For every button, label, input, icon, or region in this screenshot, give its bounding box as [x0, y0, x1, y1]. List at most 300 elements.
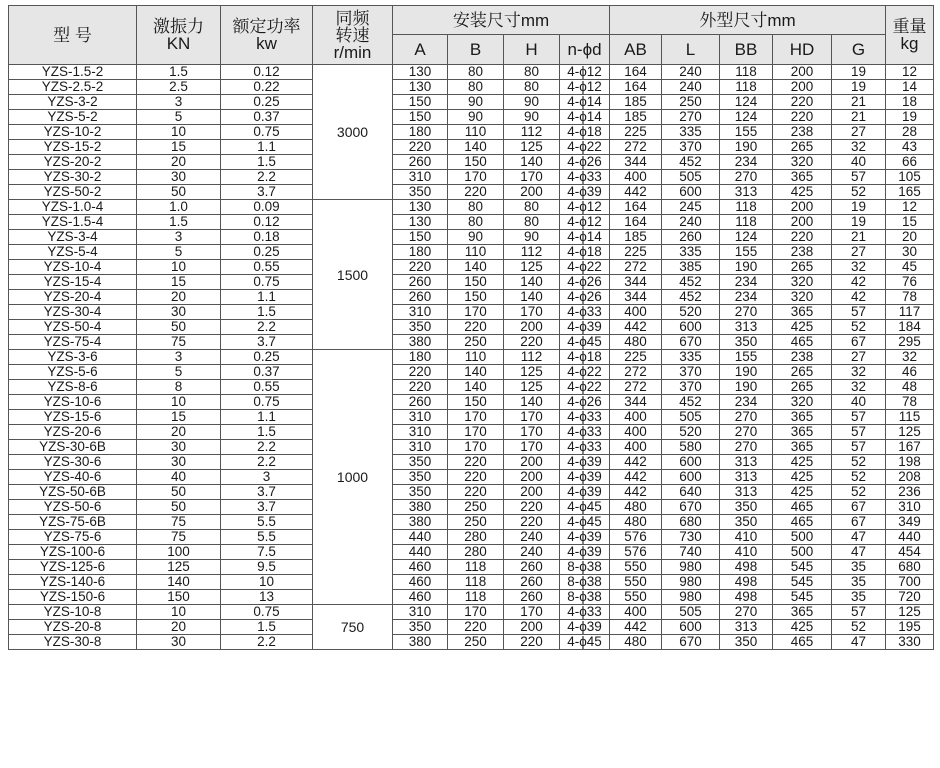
table-row	[9, 125, 934, 140]
cell-hd: 365	[773, 170, 832, 185]
cell-ab: 442	[610, 185, 662, 200]
cell-a: 380	[393, 500, 448, 515]
cell-power: 0.55	[221, 260, 313, 275]
cell-ab: 442	[610, 620, 662, 635]
cell-model: YZS-150-6	[9, 590, 137, 605]
cell-bb: 313	[720, 185, 773, 200]
cell-nd: 4-ϕ14	[560, 95, 610, 110]
cell-g: 67	[832, 335, 886, 350]
cell-h: 240	[504, 545, 560, 560]
header-force-unit: KN	[166, 34, 191, 53]
cell-a: 150	[393, 230, 448, 245]
cell-bb: 313	[720, 455, 773, 470]
cell-bb: 350	[720, 515, 773, 530]
table-row	[9, 545, 934, 560]
cell-hd: 220	[773, 95, 832, 110]
cell-ab: 400	[610, 440, 662, 455]
cell-hd: 265	[773, 260, 832, 275]
cell-g: 57	[832, 440, 886, 455]
cell-power: 1.1	[221, 410, 313, 425]
cell-hd: 238	[773, 125, 832, 140]
cell-a: 220	[393, 260, 448, 275]
cell-l: 980	[662, 590, 720, 605]
cell-nd: 4-ϕ22	[560, 380, 610, 395]
cell-g: 35	[832, 575, 886, 590]
cell-bb: 234	[720, 395, 773, 410]
cell-h: 260	[504, 560, 560, 575]
cell-model: YZS-5-2	[9, 110, 137, 125]
cell-weight: 105	[886, 170, 934, 185]
cell-model: YZS-100-6	[9, 545, 137, 560]
table-row	[9, 605, 934, 620]
cell-nd: 4-ϕ45	[560, 515, 610, 530]
cell-model: YZS-75-6B	[9, 515, 137, 530]
cell-power: 0.12	[221, 215, 313, 230]
cell-h: 170	[504, 425, 560, 440]
cell-nd: 4-ϕ14	[560, 230, 610, 245]
cell-power: 2.2	[221, 440, 313, 455]
cell-power: 1.5	[221, 305, 313, 320]
cell-b: 170	[448, 425, 504, 440]
cell-b: 250	[448, 635, 504, 650]
cell-weight: 440	[886, 530, 934, 545]
cell-model: YZS-125-6	[9, 560, 137, 575]
cell-model: YZS-1.5-4	[9, 215, 137, 230]
cell-g: 67	[832, 515, 886, 530]
cell-a: 150	[393, 95, 448, 110]
table-row	[9, 230, 934, 245]
cell-h: 220	[504, 335, 560, 350]
cell-weight: 14	[886, 80, 934, 95]
cell-force: 150	[137, 590, 221, 605]
cell-b: 150	[448, 155, 504, 170]
cell-h: 260	[504, 575, 560, 590]
cell-a: 440	[393, 530, 448, 545]
cell-g: 40	[832, 395, 886, 410]
header-power	[221, 6, 313, 65]
cell-a: 380	[393, 515, 448, 530]
cell-h: 220	[504, 635, 560, 650]
cell-weight: 195	[886, 620, 934, 635]
cell-power: 3.7	[221, 185, 313, 200]
cell-model: YZS-20-6	[9, 425, 137, 440]
cell-power: 0.75	[221, 395, 313, 410]
cell-a: 350	[393, 620, 448, 635]
cell-power: 3.7	[221, 500, 313, 515]
cell-force: 50	[137, 485, 221, 500]
cell-nd: 4-ϕ39	[560, 320, 610, 335]
cell-ab: 344	[610, 290, 662, 305]
cell-l: 670	[662, 335, 720, 350]
cell-nd: 4-ϕ12	[560, 200, 610, 215]
cell-bb: 313	[720, 320, 773, 335]
cell-l: 520	[662, 305, 720, 320]
cell-hd: 425	[773, 320, 832, 335]
cell-b: 140	[448, 365, 504, 380]
cell-nd: 4-ϕ33	[560, 605, 610, 620]
cell-force: 100	[137, 545, 221, 560]
cell-force: 30	[137, 170, 221, 185]
cell-a: 350	[393, 485, 448, 500]
cell-ab: 164	[610, 65, 662, 80]
cell-l: 600	[662, 185, 720, 200]
cell-weight: 208	[886, 470, 934, 485]
cell-ab: 164	[610, 200, 662, 215]
cell-g: 42	[832, 290, 886, 305]
table-row	[9, 515, 934, 530]
speed-cell: 750	[313, 605, 393, 650]
header-speed-unit: r/min	[333, 42, 372, 62]
cell-hd: 465	[773, 515, 832, 530]
cell-weight: 115	[886, 410, 934, 425]
cell-b: 80	[448, 215, 504, 230]
cell-weight: 349	[886, 515, 934, 530]
header-model: 型 号	[9, 6, 137, 65]
cell-power: 2.2	[221, 170, 313, 185]
cell-l: 680	[662, 515, 720, 530]
cell-ab: 225	[610, 245, 662, 260]
cell-ab: 400	[610, 425, 662, 440]
header-col-nd: n-ϕd	[560, 35, 610, 65]
cell-a: 310	[393, 605, 448, 620]
cell-force: 20	[137, 425, 221, 440]
cell-ab: 272	[610, 380, 662, 395]
cell-nd: 4-ϕ26	[560, 275, 610, 290]
cell-weight: 454	[886, 545, 934, 560]
cell-b: 140	[448, 140, 504, 155]
cell-g: 52	[832, 455, 886, 470]
cell-ab: 400	[610, 170, 662, 185]
table-row	[9, 590, 934, 605]
cell-weight: 12	[886, 65, 934, 80]
cell-g: 67	[832, 500, 886, 515]
cell-model: YZS-5-4	[9, 245, 137, 260]
cell-model: YZS-50-6B	[9, 485, 137, 500]
cell-hd: 220	[773, 230, 832, 245]
cell-b: 250	[448, 500, 504, 515]
cell-hd: 320	[773, 395, 832, 410]
cell-h: 80	[504, 200, 560, 215]
cell-force: 30	[137, 455, 221, 470]
cell-l: 730	[662, 530, 720, 545]
cell-power: 5.5	[221, 530, 313, 545]
cell-l: 370	[662, 365, 720, 380]
cell-g: 27	[832, 125, 886, 140]
cell-weight: 680	[886, 560, 934, 575]
cell-h: 80	[504, 215, 560, 230]
table-header	[9, 6, 934, 65]
cell-b: 110	[448, 350, 504, 365]
cell-a: 460	[393, 590, 448, 605]
cell-g: 40	[832, 155, 886, 170]
cell-ab: 480	[610, 635, 662, 650]
cell-nd: 4-ϕ26	[560, 155, 610, 170]
cell-model: YZS-3-2	[9, 95, 137, 110]
cell-a: 130	[393, 200, 448, 215]
cell-hd: 545	[773, 575, 832, 590]
cell-bb: 190	[720, 260, 773, 275]
cell-g: 47	[832, 635, 886, 650]
cell-nd: 4-ϕ12	[560, 65, 610, 80]
cell-bb: 124	[720, 95, 773, 110]
cell-b: 170	[448, 170, 504, 185]
cell-nd: 4-ϕ39	[560, 485, 610, 500]
cell-nd: 4-ϕ33	[560, 410, 610, 425]
cell-hd: 365	[773, 425, 832, 440]
cell-g: 19	[832, 215, 886, 230]
cell-force: 40	[137, 470, 221, 485]
cell-power: 0.75	[221, 275, 313, 290]
cell-force: 5	[137, 365, 221, 380]
cell-force: 10	[137, 125, 221, 140]
cell-model: YZS-10-2	[9, 125, 137, 140]
cell-ab: 225	[610, 125, 662, 140]
cell-b: 220	[448, 485, 504, 500]
cell-force: 3	[137, 350, 221, 365]
cell-model: YZS-8-6	[9, 380, 137, 395]
cell-hd: 265	[773, 365, 832, 380]
cell-ab: 272	[610, 260, 662, 275]
cell-force: 10	[137, 260, 221, 275]
cell-ab: 400	[610, 605, 662, 620]
cell-bb: 350	[720, 500, 773, 515]
cell-hd: 500	[773, 530, 832, 545]
cell-power: 1.1	[221, 140, 313, 155]
cell-weight: 43	[886, 140, 934, 155]
cell-hd: 200	[773, 80, 832, 95]
cell-power: 9.5	[221, 560, 313, 575]
cell-weight: 19	[886, 110, 934, 125]
cell-model: YZS-1.0-4	[9, 200, 137, 215]
cell-bb: 190	[720, 140, 773, 155]
cell-bb: 155	[720, 245, 773, 260]
cell-a: 260	[393, 155, 448, 170]
cell-hd: 465	[773, 335, 832, 350]
cell-a: 350	[393, 185, 448, 200]
motor-spec-table	[8, 5, 934, 650]
cell-weight: 28	[886, 125, 934, 140]
cell-bb: 350	[720, 335, 773, 350]
cell-power: 0.25	[221, 350, 313, 365]
cell-weight: 295	[886, 335, 934, 350]
cell-force: 1.0	[137, 200, 221, 215]
cell-h: 170	[504, 440, 560, 455]
cell-l: 600	[662, 620, 720, 635]
cell-bb: 190	[720, 380, 773, 395]
cell-bb: 410	[720, 545, 773, 560]
cell-ab: 225	[610, 350, 662, 365]
cell-l: 335	[662, 350, 720, 365]
cell-model: YZS-50-4	[9, 320, 137, 335]
cell-force: 10	[137, 605, 221, 620]
cell-nd: 4-ϕ39	[560, 545, 610, 560]
cell-l: 505	[662, 605, 720, 620]
cell-bb: 155	[720, 125, 773, 140]
cell-hd: 465	[773, 500, 832, 515]
cell-l: 740	[662, 545, 720, 560]
cell-b: 110	[448, 125, 504, 140]
cell-power: 0.18	[221, 230, 313, 245]
cell-hd: 320	[773, 155, 832, 170]
cell-g: 35	[832, 560, 886, 575]
cell-l: 505	[662, 170, 720, 185]
cell-weight: 20	[886, 230, 934, 245]
cell-b: 250	[448, 335, 504, 350]
cell-ab: 344	[610, 155, 662, 170]
cell-model: YZS-30-6	[9, 455, 137, 470]
cell-model: YZS-15-4	[9, 275, 137, 290]
cell-bb: 124	[720, 110, 773, 125]
cell-nd: 4-ϕ39	[560, 530, 610, 545]
cell-hd: 545	[773, 560, 832, 575]
cell-bb: 313	[720, 485, 773, 500]
header-power-unit: kw	[256, 34, 277, 53]
cell-force: 1.5	[137, 215, 221, 230]
cell-nd: 4-ϕ12	[560, 215, 610, 230]
cell-b: 80	[448, 80, 504, 95]
cell-hd: 320	[773, 290, 832, 305]
cell-power: 0.22	[221, 80, 313, 95]
cell-a: 130	[393, 65, 448, 80]
cell-weight: 720	[886, 590, 934, 605]
table-row	[9, 575, 934, 590]
cell-b: 220	[448, 320, 504, 335]
cell-nd: 4-ϕ39	[560, 470, 610, 485]
cell-g: 47	[832, 545, 886, 560]
cell-l: 245	[662, 200, 720, 215]
cell-b: 118	[448, 590, 504, 605]
table-row	[9, 275, 934, 290]
cell-hd: 500	[773, 545, 832, 560]
cell-nd: 8-ϕ38	[560, 590, 610, 605]
table-row	[9, 500, 934, 515]
cell-g: 21	[832, 230, 886, 245]
table-row	[9, 380, 934, 395]
cell-force: 30	[137, 440, 221, 455]
cell-weight: 167	[886, 440, 934, 455]
cell-a: 220	[393, 380, 448, 395]
cell-model: YZS-3-6	[9, 350, 137, 365]
cell-hd: 365	[773, 305, 832, 320]
cell-b: 150	[448, 290, 504, 305]
cell-bb: 118	[720, 200, 773, 215]
cell-h: 125	[504, 365, 560, 380]
cell-bb: 498	[720, 575, 773, 590]
spec-table-wrapper	[8, 5, 934, 650]
cell-bb: 270	[720, 410, 773, 425]
cell-nd: 4-ϕ26	[560, 290, 610, 305]
cell-b: 280	[448, 545, 504, 560]
cell-weight: 45	[886, 260, 934, 275]
cell-power: 1.5	[221, 425, 313, 440]
cell-hd: 545	[773, 590, 832, 605]
cell-model: YZS-30-2	[9, 170, 137, 185]
cell-ab: 344	[610, 275, 662, 290]
cell-g: 57	[832, 410, 886, 425]
cell-b: 80	[448, 200, 504, 215]
cell-weight: 12	[886, 200, 934, 215]
cell-h: 170	[504, 305, 560, 320]
header-col-l: L	[662, 35, 720, 65]
cell-bb: 350	[720, 635, 773, 650]
cell-force: 15	[137, 275, 221, 290]
cell-nd: 4-ϕ33	[560, 440, 610, 455]
header-install-dims: 安装尺寸mm	[393, 6, 610, 35]
cell-b: 118	[448, 560, 504, 575]
cell-bb: 313	[720, 620, 773, 635]
cell-force: 30	[137, 305, 221, 320]
cell-power: 3	[221, 470, 313, 485]
cell-g: 21	[832, 110, 886, 125]
cell-h: 80	[504, 65, 560, 80]
header-col-h: H	[504, 35, 560, 65]
cell-g: 52	[832, 320, 886, 335]
cell-weight: 46	[886, 365, 934, 380]
cell-bb: 498	[720, 560, 773, 575]
cell-l: 240	[662, 80, 720, 95]
cell-model: YZS-30-6B	[9, 440, 137, 455]
cell-weight: 48	[886, 380, 934, 395]
cell-b: 140	[448, 380, 504, 395]
cell-a: 310	[393, 170, 448, 185]
cell-h: 200	[504, 185, 560, 200]
cell-nd: 8-ϕ38	[560, 575, 610, 590]
cell-hd: 265	[773, 140, 832, 155]
cell-l: 600	[662, 470, 720, 485]
cell-h: 112	[504, 245, 560, 260]
cell-l: 452	[662, 290, 720, 305]
cell-g: 32	[832, 260, 886, 275]
header-weight-label: 重量	[892, 17, 927, 36]
cell-model: YZS-20-4	[9, 290, 137, 305]
cell-power: 2.2	[221, 455, 313, 470]
cell-weight: 66	[886, 155, 934, 170]
cell-a: 180	[393, 350, 448, 365]
cell-l: 335	[662, 245, 720, 260]
cell-g: 57	[832, 605, 886, 620]
cell-a: 260	[393, 275, 448, 290]
cell-force: 75	[137, 515, 221, 530]
header-weight-unit: kg	[900, 34, 919, 53]
cell-l: 452	[662, 395, 720, 410]
cell-model: YZS-15-2	[9, 140, 137, 155]
cell-b: 220	[448, 455, 504, 470]
cell-power: 0.09	[221, 200, 313, 215]
cell-model: YZS-5-6	[9, 365, 137, 380]
speed-cell: 1500	[313, 200, 393, 350]
cell-weight: 76	[886, 275, 934, 290]
table-row	[9, 335, 934, 350]
cell-ab: 185	[610, 95, 662, 110]
cell-ab: 442	[610, 320, 662, 335]
cell-ab: 164	[610, 80, 662, 95]
cell-h: 140	[504, 290, 560, 305]
cell-ab: 550	[610, 575, 662, 590]
cell-b: 140	[448, 260, 504, 275]
cell-weight: 78	[886, 395, 934, 410]
cell-g: 52	[832, 620, 886, 635]
cell-force: 20	[137, 620, 221, 635]
table-row	[9, 365, 934, 380]
cell-a: 180	[393, 245, 448, 260]
cell-ab: 442	[610, 470, 662, 485]
cell-model: YZS-30-4	[9, 305, 137, 320]
cell-a: 260	[393, 395, 448, 410]
table-row	[9, 95, 934, 110]
cell-force: 2.5	[137, 80, 221, 95]
cell-force: 3	[137, 95, 221, 110]
cell-nd: 4-ϕ14	[560, 110, 610, 125]
